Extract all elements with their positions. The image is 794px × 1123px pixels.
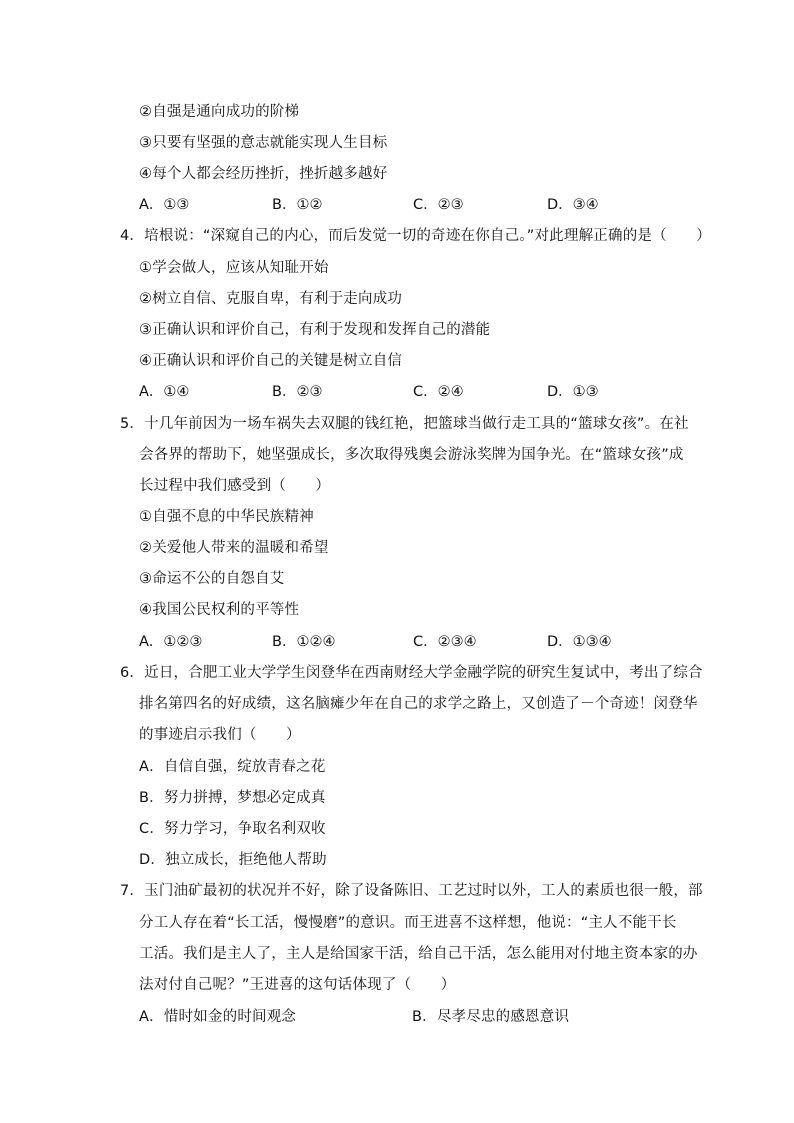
q4-option-b: B．②③ bbox=[272, 384, 323, 400]
q4-item-1: ①学会做人，应该从知耻开始 bbox=[139, 260, 329, 276]
q6-stem-line-3: 的事迹启示我们（ ） bbox=[139, 727, 301, 743]
q3-item-2: ②自强是通向成功的阶梯 bbox=[139, 104, 300, 120]
q7-stem-line-3: 工活。我们是主人了，主人是给国家干活，给自己干活，怎么能用对付地主资本家的办 bbox=[139, 946, 698, 962]
q4-option-a: A．①④ bbox=[139, 384, 190, 400]
q7-stem-line-2: 分工人存在着“长工活，慢慢磨”的意识。而王进喜不这样想，他说：“主人不能干长 bbox=[139, 915, 677, 931]
q4-item-2: ②树立自信、克服自卑，有利于走向成功 bbox=[139, 291, 403, 307]
q7-option-b: B．尽孝尽忠的感恩意识 bbox=[412, 1009, 570, 1025]
q4-option-d: D．①③ bbox=[547, 384, 599, 400]
q5-item-2: ②关爱他人带来的温暖和希望 bbox=[139, 540, 329, 556]
q5-option-b: B．①②④ bbox=[272, 634, 336, 650]
q4-stem: 4．培根说：“深窥自己的内心，而后发觉一切的奇迹在你自己。”对此理解正确的是（ ） bbox=[120, 228, 711, 244]
q3-option-c: C．②③ bbox=[413, 197, 464, 213]
q6-stem-line-2: 排名第四名的好成绩，这名脑瘫少年在自己的求学之路上，又创造了－个奇迹！闵登华 bbox=[139, 696, 698, 712]
q5-stem-line-3: 长过程中我们感受到（ ） bbox=[139, 478, 331, 494]
q3-option-b: B．①② bbox=[272, 197, 323, 213]
q7-stem-line-4: 法对付自己呢？”王进喜的这句话体现了（ ） bbox=[139, 977, 456, 993]
q7-stem-line-1: 7．玉门油矿最初的状况并不好，除了设备陈旧、工艺过时以外，工人的素质也很一般，部 bbox=[120, 883, 703, 899]
q4-option-c: C．②④ bbox=[413, 384, 464, 400]
q6-option-b: B．努力拼搏，梦想必定成真 bbox=[139, 790, 326, 806]
q3-item-3: ③只要有坚强的意志就能实现人生目标 bbox=[139, 135, 388, 151]
q4-item-3: ③正确认识和评价自己，有利于发现和发挥自己的潜能 bbox=[139, 322, 491, 338]
q7-option-a: A．惜时如金的时间观念 bbox=[139, 1009, 297, 1025]
q5-option-c: C．②③④ bbox=[413, 634, 477, 650]
q5-item-1: ①自强不息的中华民族精神 bbox=[139, 509, 314, 525]
q3-option-d: D．③④ bbox=[547, 197, 599, 213]
q5-item-4: ④我国公民权利的平等性 bbox=[139, 602, 300, 618]
q5-option-a: A．①②③ bbox=[139, 634, 203, 650]
q6-option-d: D．独立成长，拒绝他人帮助 bbox=[139, 852, 327, 868]
q4-item-4: ④正确认识和评价自己的关键是树立自信 bbox=[139, 353, 403, 369]
q6-stem-line-1: 6．近日，合肥工业大学学生闵登华在西南财经大学金融学院的研究生复试中，考出了综合 bbox=[120, 665, 703, 681]
q6-option-a: A．自信自强，绽放青春之花 bbox=[139, 759, 326, 775]
q5-stem-line-1: 5．十几年前因为一场车祸失去双腿的钱红艳，把篮球当做行走工具的“篮球女孩”。在社 bbox=[120, 416, 689, 432]
q5-stem-line-2: 会各界的帮助下，她坚强成长，多次取得残奥会游泳奖牌为国争光。在“篮球女孩”成 bbox=[139, 447, 684, 463]
q6-option-c: C．努力学习，争取名利双收 bbox=[139, 821, 326, 837]
q3-item-4: ④每个人都会经历挫折，挫折越多越好 bbox=[139, 166, 388, 182]
q5-item-3: ③命运不公的自怨自艾 bbox=[139, 571, 285, 587]
q5-option-d: D．①③④ bbox=[547, 634, 612, 650]
q3-option-a: A．①③ bbox=[139, 197, 190, 213]
